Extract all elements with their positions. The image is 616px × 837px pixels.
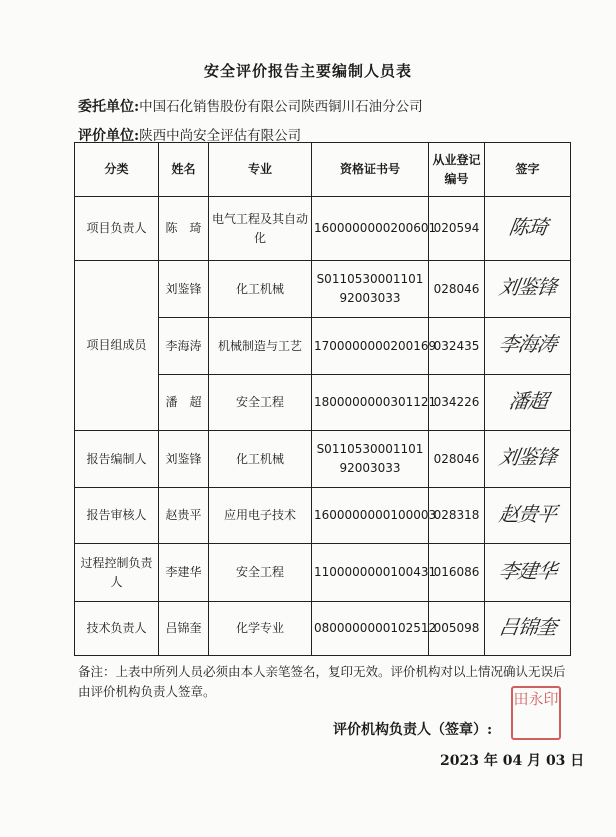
table-row bbox=[75, 602, 571, 656]
cell-reg: 034226 bbox=[429, 375, 485, 431]
cell-reg: 005098 bbox=[429, 602, 485, 656]
header-signature: 签字 bbox=[485, 143, 571, 197]
red-seal-stamp: 田永印 bbox=[511, 686, 561, 740]
client-value: 中国石化销售股份有限公司陕西铜川石油分公司 bbox=[139, 99, 423, 115]
cell-name: 李建华 bbox=[159, 544, 209, 602]
cell-category: 项目组成员 bbox=[75, 261, 159, 431]
header-cert: 资格证书号 bbox=[312, 143, 429, 197]
table-row bbox=[75, 544, 571, 602]
cell-reg: 016086 bbox=[429, 544, 485, 602]
cell-signature bbox=[485, 375, 571, 431]
evaluator-value: 陕西中尚安全评估有限公司 bbox=[139, 128, 302, 144]
table-row bbox=[75, 431, 571, 488]
cell-cert: S011053000110192003033 bbox=[312, 431, 429, 488]
cell-name: 吕锦奎 bbox=[159, 602, 209, 656]
cell-cert: 1100000000100431 bbox=[312, 544, 429, 602]
header-category: 分类 bbox=[75, 143, 159, 197]
handwritten-signature: 刘鉴锋 bbox=[497, 275, 558, 299]
cell-category: 技术负责人 bbox=[75, 602, 159, 656]
cell-major: 应用电子技术 bbox=[209, 488, 312, 544]
cell-cert: 1600000000100003 bbox=[312, 488, 429, 544]
cell-major: 化学专业 bbox=[209, 602, 312, 656]
cell-signature bbox=[485, 197, 571, 261]
cell-name: 陈 琦 bbox=[159, 197, 209, 261]
handwritten-signature: 李海涛 bbox=[497, 332, 558, 356]
handwritten-signature: 刘鉴锋 bbox=[497, 445, 558, 469]
handwritten-signature: 赵贵平 bbox=[497, 501, 558, 526]
cell-name: 潘 超 bbox=[159, 375, 209, 431]
cell-name: 刘鉴锋 bbox=[159, 261, 209, 318]
header-name: 姓名 bbox=[159, 143, 209, 197]
cell-cert: 1800000000301121 bbox=[312, 375, 429, 431]
cell-cert: S011053000110192003033 bbox=[312, 261, 429, 318]
cell-category: 报告审核人 bbox=[75, 488, 159, 544]
cell-name: 赵贵平 bbox=[159, 488, 209, 544]
cell-major: 电气工程及其自动化 bbox=[209, 197, 312, 261]
client-label: 委托单位: bbox=[78, 99, 140, 115]
cell-signature bbox=[485, 602, 571, 656]
responsible-signature-label: 评价机构负责人（签章）: bbox=[333, 722, 493, 738]
cell-reg: 028318 bbox=[429, 488, 485, 544]
table-row bbox=[75, 488, 571, 544]
cell-cert: 1700000000200169 bbox=[312, 318, 429, 375]
handwritten-signature: 陈琦 bbox=[506, 214, 549, 239]
cell-cert: 0800000000102512 bbox=[312, 602, 429, 656]
cell-signature bbox=[485, 431, 571, 488]
cell-reg: 020594 bbox=[429, 197, 485, 261]
cell-cert: 1600000000200601 bbox=[312, 197, 429, 261]
cell-category: 报告编制人 bbox=[75, 431, 159, 488]
cell-category: 过程控制负责人 bbox=[75, 544, 159, 602]
handwritten-signature: 吕锦奎 bbox=[497, 614, 558, 639]
note-text: 备注：上表中所列人员必须由本人亲笔签名，复印无效。评价机构对以上情况确认无误后由评价机构负责人签章。 bbox=[78, 664, 566, 699]
client-line bbox=[78, 95, 423, 116]
staff-table bbox=[74, 142, 571, 656]
table-header-row bbox=[75, 143, 571, 197]
cell-major: 化工机械 bbox=[209, 431, 312, 488]
cell-signature bbox=[485, 261, 571, 318]
cell-signature bbox=[485, 544, 571, 602]
cell-name: 刘鉴锋 bbox=[159, 431, 209, 488]
cell-major: 安全工程 bbox=[209, 544, 312, 602]
table-row bbox=[75, 197, 571, 261]
document-date: 2023 年 04 月 03 日 bbox=[440, 753, 585, 769]
header-major: 专业 bbox=[209, 143, 312, 197]
evaluator-label: 评价单位: bbox=[78, 128, 140, 144]
cell-reg: 028046 bbox=[429, 431, 485, 488]
cell-signature bbox=[485, 488, 571, 544]
cell-reg: 032435 bbox=[429, 318, 485, 375]
cell-major: 化工机械 bbox=[209, 261, 312, 318]
table-row bbox=[75, 261, 571, 318]
cell-category: 项目负责人 bbox=[75, 197, 159, 261]
cell-signature bbox=[485, 318, 571, 375]
cell-major: 安全工程 bbox=[209, 375, 312, 431]
cell-reg: 028046 bbox=[429, 261, 485, 318]
handwritten-signature: 李建华 bbox=[497, 558, 558, 583]
cell-major: 机械制造与工艺 bbox=[209, 318, 312, 375]
cell-name: 李海涛 bbox=[159, 318, 209, 375]
header-reg: 从业登记编号 bbox=[429, 143, 485, 197]
document-title: 安全评价报告主要编制人员表 bbox=[203, 62, 412, 80]
handwritten-signature: 潘超 bbox=[506, 388, 549, 413]
